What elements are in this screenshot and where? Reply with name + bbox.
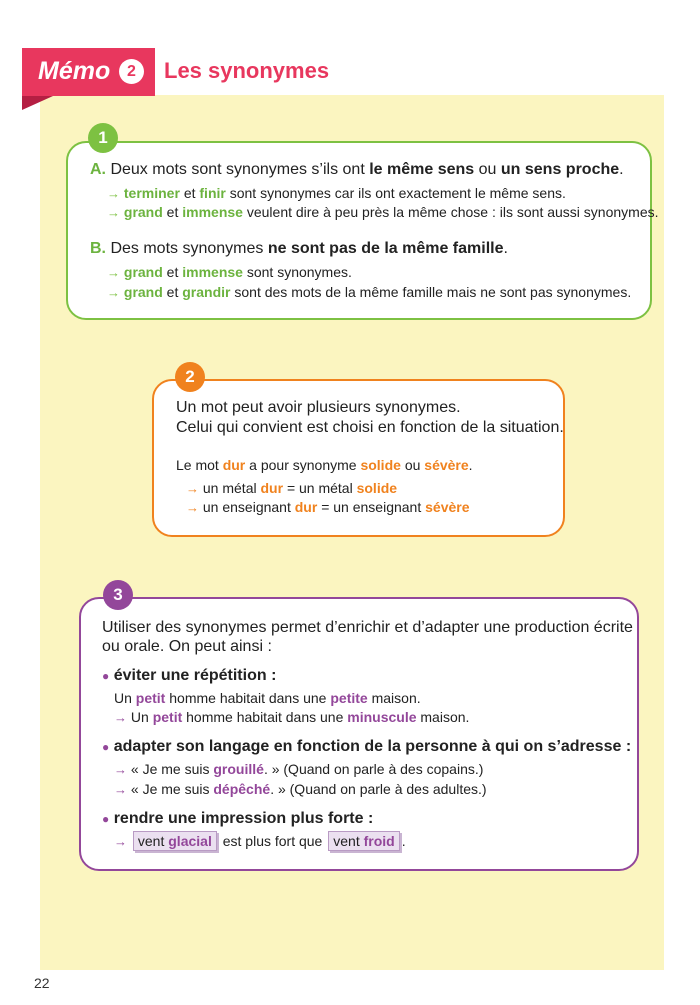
- right-arrow-icon: →: [107, 265, 120, 280]
- highlight-box: vent froid: [328, 831, 399, 851]
- example-line: → terminer et finir sont synonymes car ils ont exactement le même sens.: [107, 185, 566, 201]
- example-line: → grand et immense sont synonymes.: [107, 264, 352, 280]
- memo-tab: [22, 48, 155, 96]
- example-line: → « Je me suis grouillé. » (Quand on parle à des copains.): [114, 761, 484, 777]
- right-arrow-icon: →: [107, 285, 120, 300]
- rule-badge-1: 1: [88, 123, 118, 153]
- example-line: → Un petit homme habitait dans une minuscule maison.: [114, 709, 470, 725]
- right-arrow-icon: →: [114, 710, 127, 725]
- right-arrow-icon: →: [107, 205, 120, 220]
- bullet-dot-icon: ●: [102, 669, 110, 683]
- example-line: → grand et grandir sont des mots de la même famille mais ne sont pas synonymes.: [107, 284, 632, 300]
- memo-number: 2: [119, 59, 144, 84]
- right-arrow-icon: →: [186, 500, 199, 515]
- rule-text: Utiliser des synonymes permet d’enrichir et d’adapter une production écrite: [102, 619, 633, 636]
- page-title: Les synonymes: [164, 58, 330, 83]
- right-arrow-icon: →: [114, 782, 127, 797]
- bullet-dot-icon: ●: [102, 812, 110, 826]
- example-line: → vent glacial est plus fort que vent froid .: [114, 833, 406, 849]
- page-number: 22: [34, 975, 50, 991]
- bullet-dot-icon: ●: [102, 740, 110, 754]
- rule-text: ou orale. On peut ainsi :: [102, 638, 272, 655]
- rule-badge-3: 3: [103, 580, 133, 610]
- memo-label: Mémo: [38, 57, 111, 85]
- right-arrow-icon: →: [114, 834, 127, 849]
- highlight-box: vent glacial: [133, 831, 217, 851]
- rule-badge-2: 2: [175, 362, 205, 392]
- right-arrow-icon: →: [107, 186, 120, 201]
- rule-b: B. Des mots synonymes ne sont pas de la même famille.: [90, 240, 508, 257]
- example-line: → un métal dur = un métal solide: [186, 480, 398, 496]
- rule-text: Un mot peut avoir plusieurs synonymes.: [176, 399, 461, 416]
- example-intro: Le mot dur a pour synonyme solide ou sévère.: [176, 457, 473, 473]
- section-heading: ● éviter une répétition :: [102, 667, 277, 684]
- section-heading: ● adapter son langage en fonction de la personne à qui on s’adresse :: [102, 738, 632, 755]
- example-line: Un petit homme habitait dans une petite maison.: [114, 690, 421, 706]
- right-arrow-icon: →: [114, 762, 127, 777]
- rule-a: A. Deux mots sont synonymes s’ils ont le même sens ou un sens proche.: [90, 161, 624, 178]
- rule-text: Celui qui convient est choisi en fonction de la situation.: [176, 419, 564, 436]
- right-arrow-icon: →: [186, 481, 199, 496]
- example-line: → grand et immense veulent dire à peu près la même chose : ils sont aussi synonymes.: [107, 204, 659, 220]
- memo-tab-fold: [22, 96, 53, 110]
- example-line: → un enseignant dur = un enseignant sévère: [186, 499, 470, 515]
- section-heading: ● rendre une impression plus forte :: [102, 810, 374, 827]
- example-line: → « Je me suis dépêché. » (Quand on parle à des adultes.): [114, 781, 487, 797]
